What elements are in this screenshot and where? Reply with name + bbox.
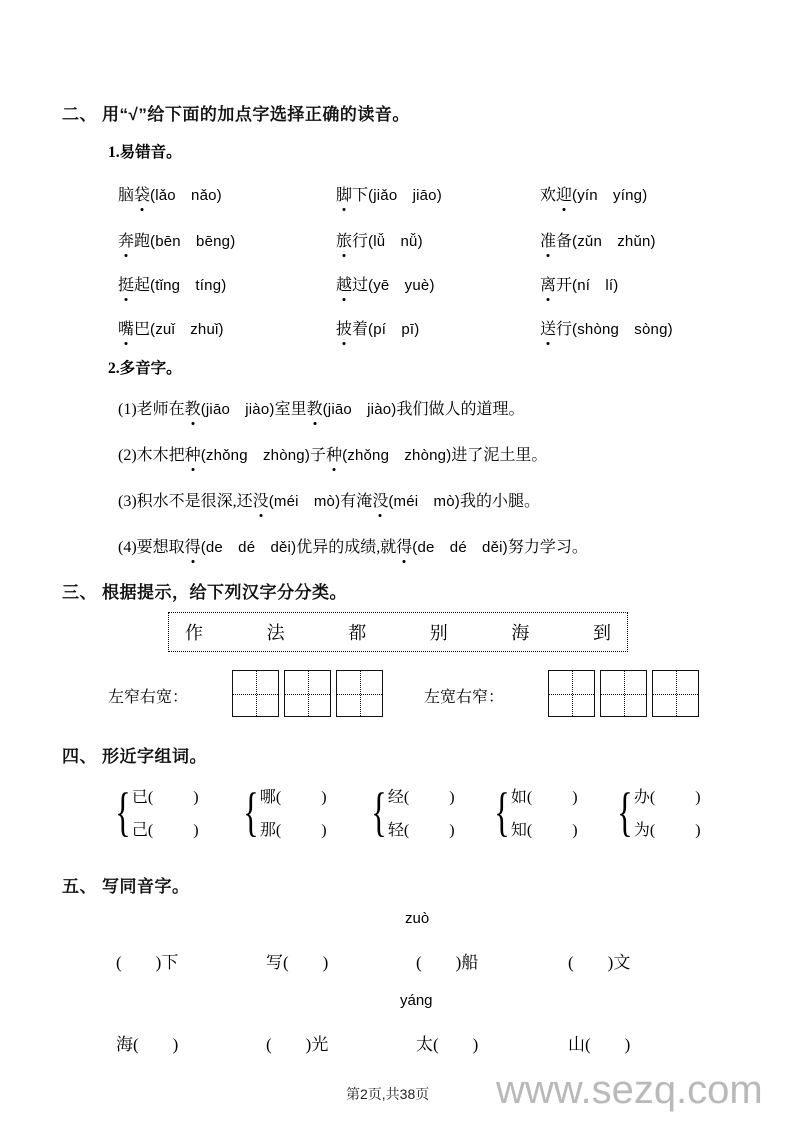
sentence-part: 有淹 [340,493,373,510]
section-three-title: 根据提示，给下列汉字分分类。 [102,583,347,602]
dotted-char: 披 [336,316,352,339]
word-bank [168,612,628,652]
homophone-pair-group[interactable] [238,781,327,842]
sentence-part: 老师在 [136,401,185,418]
category-label-left: 左窄右宽： [108,689,189,706]
homophone-blank-item[interactable]: ( )光 [266,1035,329,1054]
sentence-number: (4) [118,539,137,556]
sentence-number: (3) [118,493,137,510]
word-bank-char: 法 [266,623,285,643]
homophone-blank-item[interactable]: 海( ) [116,1035,179,1054]
pinyin-word-post: 下 [352,187,369,204]
left-brace-icon: { [371,781,387,842]
dotted-char: 送 [540,316,556,339]
dotted-char: 脚 [336,182,352,205]
sentence-part: 进了泥土里。 [451,447,548,464]
homophone-row-zuo[interactable] [116,948,716,973]
pinyin-options[interactable]: (yē yuè) [368,277,435,294]
pinyin-options[interactable]: (de dé děi) [412,539,508,556]
homophone-blank-item[interactable]: ( )船 [416,953,479,972]
pinyin-options[interactable]: (pí pī) [368,321,420,338]
pinyin-options[interactable]: (yín yíng) [572,187,648,204]
char-open-paren: 已( [131,789,154,806]
close-paren: ) [695,789,701,806]
brace-row-bottom[interactable] [132,817,199,840]
dotted-char: 旅 [336,228,352,251]
dotted-char: 袋 [134,182,150,205]
grid-cell[interactable] [284,670,331,717]
dotted-char: 嘴 [118,316,134,339]
dotted-char: 教 [307,396,323,419]
brace-row-top[interactable] [132,784,199,807]
pinyin-options[interactable]: (jiāo jiào) [200,401,275,418]
pinyin-item[interactable] [336,228,423,251]
left-brace-icon: { [617,781,633,842]
brace-row-top[interactable] [388,784,455,807]
page-footer: 第2页,共38页 [346,1086,430,1102]
dotted-char: 奔 [118,228,134,251]
homophone-blank-item[interactable]: 太( ) [416,1035,479,1054]
pinyin-item[interactable] [336,272,435,295]
close-paren: ) [193,789,199,806]
char-open-paren: 知( [510,822,533,839]
polyphone-sentence[interactable] [118,534,588,557]
pinyin-word-post: 行 [556,321,573,338]
grid-cell[interactable] [336,670,383,717]
sentence-part: 要想取 [136,539,185,556]
dotted-char: 种 [326,442,342,465]
brace-row-top[interactable] [634,784,701,807]
homophone-pair-group[interactable] [489,781,578,842]
pinyin-word-post: 巴 [134,321,151,338]
pinyin-item[interactable] [336,182,442,205]
pinyin-item[interactable] [118,272,226,295]
homophone-blank-item[interactable]: 写( ) [266,953,329,972]
word-bank-char: 作 [185,623,203,643]
brace-row-top[interactable] [511,784,578,807]
homophone-blank-item[interactable]: ( )文 [568,953,631,972]
sentence-part: 子 [310,447,327,464]
pinyin-options[interactable]: (lǚ nǚ) [368,233,423,250]
pinyin-word-post: 跑 [134,233,151,250]
answer-grid-left[interactable] [232,670,388,717]
close-paren: ) [321,789,327,806]
polyphone-sentence[interactable] [118,488,540,511]
pinyin-item[interactable] [540,316,673,339]
word-bank-char: 都 [348,623,367,643]
watermark-text: www.sezq.com [496,1068,763,1112]
word-bank-char: 到 [592,623,611,643]
pinyin-options[interactable]: (zhǒng zhòng) [342,447,452,464]
pinyin-options[interactable]: (méi mò) [388,493,460,510]
brace-row-bottom[interactable] [511,817,578,840]
close-paren: ) [321,822,327,839]
char-open-paren: 那( [259,822,282,839]
pinyin-word-post: 过 [352,277,369,294]
pinyin-item[interactable] [336,316,419,339]
dotted-char: 离 [540,272,556,295]
close-paren: ) [449,822,455,839]
pinyin-item[interactable] [118,228,235,251]
section-two-heading [62,100,410,125]
sentence-part: 努力学习。 [507,539,588,556]
left-brace-icon: { [243,781,259,842]
char-open-paren: 为( [633,822,656,839]
dotted-char: 没 [372,488,388,511]
pinyin-options[interactable]: (ní lí) [572,277,619,294]
pinyin-word-post: 行 [352,233,369,250]
section-three-heading [62,578,347,603]
dotted-char: 越 [336,272,352,295]
grid-cell[interactable] [652,670,699,717]
brace-row-bottom[interactable] [634,817,701,840]
word-bank-char: 别 [429,623,448,643]
dotted-char: 挺 [118,272,134,295]
pinyin-word-post: 着 [352,321,369,338]
word-bank-char: 海 [511,623,530,643]
sentence-number: (1) [118,401,137,418]
dotted-char: 教 [185,396,201,419]
section-four-title: 形近字组词。 [102,747,207,766]
pinyin-item[interactable] [118,182,222,205]
homophone-pair-group[interactable] [366,781,455,842]
close-paren: ) [572,789,578,806]
pinyin-word-post: 开 [556,277,573,294]
sentence-number: (2) [118,447,137,464]
subsection-1-label: 1.易错音。 [108,144,182,161]
dotted-char: 没 [253,488,269,511]
grid-cell[interactable] [232,670,279,717]
section-five-number: 五、 [62,877,97,896]
left-brace-icon: { [494,781,510,842]
pinyin-options[interactable]: (tǐng tíng) [150,277,227,294]
pinyin-options[interactable]: (shòng sòng) [572,321,673,338]
left-brace-icon: { [115,781,131,842]
homophone-blank-item[interactable]: ( )下 [116,953,179,972]
pinyin-item[interactable] [118,316,224,339]
dotted-char: 得 [185,534,201,557]
sentence-part: 优异的成绩,就 [296,539,397,556]
close-paren: ) [193,822,199,839]
char-open-paren: 如( [510,789,533,806]
brace-row-bottom[interactable] [260,817,327,840]
pinyin-options[interactable]: (méi mò) [268,493,341,510]
sentence-part: 我的小腿。 [459,493,540,510]
subsection-2-label: 2.多音字。 [108,360,182,377]
char-open-paren: 己( [131,822,154,839]
homophone-pair-group[interactable] [110,781,199,842]
char-open-paren: 办( [633,789,656,806]
homophone-pair-group[interactable] [612,781,701,842]
section-two-title: 用“√”给下面的加点字选择正确的读音。 [102,105,410,124]
dotted-char: 种 [185,442,201,465]
pinyin-options[interactable]: (bēn bēng) [150,233,236,250]
char-open-paren: 经( [387,789,410,806]
pinyin-options[interactable]: (zuǐ zhuǐ) [150,321,224,338]
polyphone-sentence[interactable] [118,442,547,465]
sentence-part: 我们做人的道理。 [396,401,525,418]
pinyin-item[interactable] [540,272,618,295]
section-four-heading [62,742,207,767]
grid-cell[interactable] [548,670,595,717]
homophone-row-yang[interactable] [116,1030,716,1055]
homophone-blank-item[interactable]: 山( ) [568,1035,631,1054]
polyphone-sentence[interactable] [118,396,525,419]
dotted-char: 得 [396,534,412,557]
sentence-part: 木木把 [136,447,185,464]
close-paren: ) [449,789,455,806]
section-four-number: 四、 [62,747,97,766]
pinyin-item[interactable] [540,228,656,251]
close-paren: ) [572,822,578,839]
pinyin-options[interactable]: (de dé děi) [200,539,297,556]
section-five-heading [62,872,190,897]
answer-grid-right[interactable] [548,670,704,717]
pinyin-item[interactable] [540,182,647,205]
section-five-title: 写同音字。 [102,877,190,896]
pinyin-word-post: 起 [134,277,151,294]
section-three-number: 三、 [62,583,97,602]
dotted-char: 准 [540,228,556,251]
pinyin-options[interactable]: (lǎo nǎo) [150,187,222,204]
pinyin-word-pre: 脑 [118,187,135,204]
pinyin-heading-yang: yáng [400,992,433,1009]
pinyin-options[interactable]: (jiāo jiào) [322,401,397,418]
brace-row-top[interactable] [260,784,327,807]
char-open-paren: 轻( [387,822,410,839]
dotted-char: 迎 [556,182,572,205]
section-two-number: 二、 [62,105,97,124]
char-open-paren: 哪( [259,789,282,806]
pinyin-options[interactable]: (zǔn zhǔn) [572,233,656,250]
brace-row-bottom[interactable] [388,817,455,840]
pinyin-word-pre: 欢 [540,187,557,204]
sentence-part: 积水不是很深,还 [136,493,253,510]
pinyin-word-post: 备 [556,233,573,250]
sentence-part: 室里 [274,401,307,418]
pinyin-options[interactable]: (zhǒng zhòng) [200,447,311,464]
grid-cell[interactable] [600,670,647,717]
close-paren: ) [695,822,701,839]
pinyin-options[interactable]: (jiǎo jiāo) [368,187,442,204]
pinyin-heading-zuo: zuò [405,910,430,927]
category-label-right: 左宽右窄： [424,689,505,706]
